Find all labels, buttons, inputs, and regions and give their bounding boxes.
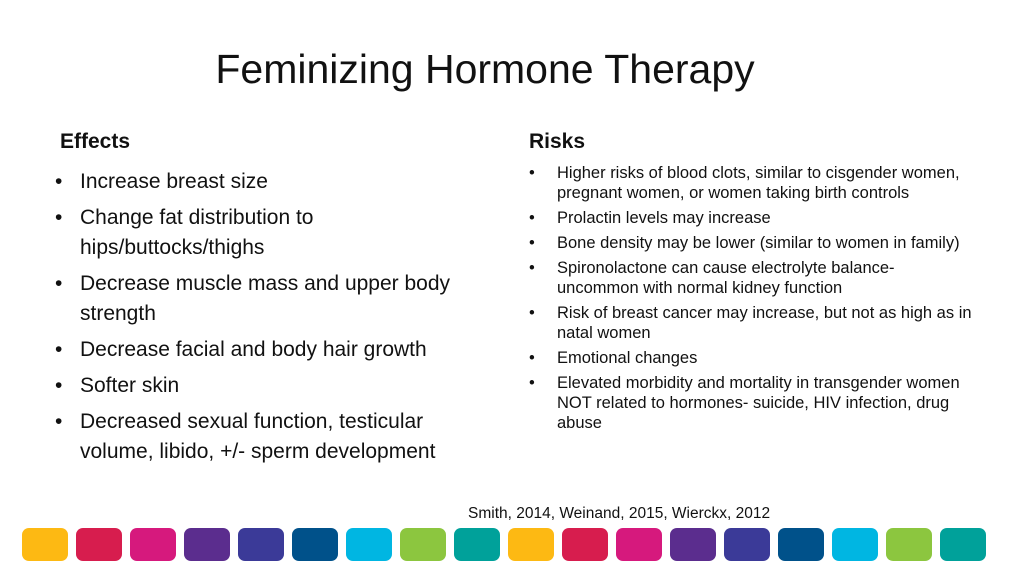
effects-item: • Decrease facial and body hair growth xyxy=(55,335,495,365)
risks-item: • Emotional changes xyxy=(529,348,974,368)
effects-item: • Change fat distribution to hips/buttocks/thighs xyxy=(55,203,495,263)
color-band-tile xyxy=(292,528,338,561)
effects-list xyxy=(55,167,495,473)
color-band-tile xyxy=(778,528,824,561)
color-band-tile xyxy=(400,528,446,561)
risks-item: • Bone density may be lower (similar to women in family) xyxy=(529,233,974,253)
color-band-tile xyxy=(616,528,662,561)
color-band-tile xyxy=(940,528,986,561)
effects-item: • Decrease muscle mass and upper body strength xyxy=(55,269,495,329)
risks-item: • Prolactin levels may increase xyxy=(529,208,974,228)
effects-item: • Increase breast size xyxy=(55,167,495,197)
citation: Smith, 2014, Weinand, 2015, Wierckx, 2012 xyxy=(468,505,771,522)
risks-item: • Risk of breast cancer may increase, but not as high as in natal women xyxy=(529,303,974,343)
color-band-tile xyxy=(670,528,716,561)
effects-item: • Softer skin xyxy=(55,371,495,401)
risks-list xyxy=(529,163,974,438)
effects-item: • Decreased sexual function, testicular volume, libido, +/- sperm development xyxy=(55,407,495,467)
color-band-tile xyxy=(130,528,176,561)
color-band-tile xyxy=(22,528,68,561)
decorative-color-band xyxy=(22,528,986,561)
risks-heading: Risks xyxy=(529,130,586,153)
color-band-tile xyxy=(76,528,122,561)
color-band-tile xyxy=(724,528,770,561)
color-band-tile xyxy=(184,528,230,561)
risks-item: • Elevated morbidity and mortality in transgender women NOT related to hormones- suicide, HIV infection, drug abuse xyxy=(529,373,974,433)
risks-item: • Spironolactone can cause electrolyte balance- uncommon with normal kidney function xyxy=(529,258,974,298)
risks-item: • Higher risks of blood clots, similar to cisgender women, pregnant women, or women taking birth controls xyxy=(529,163,974,203)
color-band-tile xyxy=(238,528,284,561)
slide-title: Feminizing Hormone Therapy xyxy=(215,46,755,92)
color-band-tile xyxy=(886,528,932,561)
color-band-tile xyxy=(454,528,500,561)
color-band-tile xyxy=(832,528,878,561)
color-band-tile xyxy=(562,528,608,561)
effects-heading: Effects xyxy=(60,130,131,153)
color-band-tile xyxy=(346,528,392,561)
color-band-tile xyxy=(508,528,554,561)
